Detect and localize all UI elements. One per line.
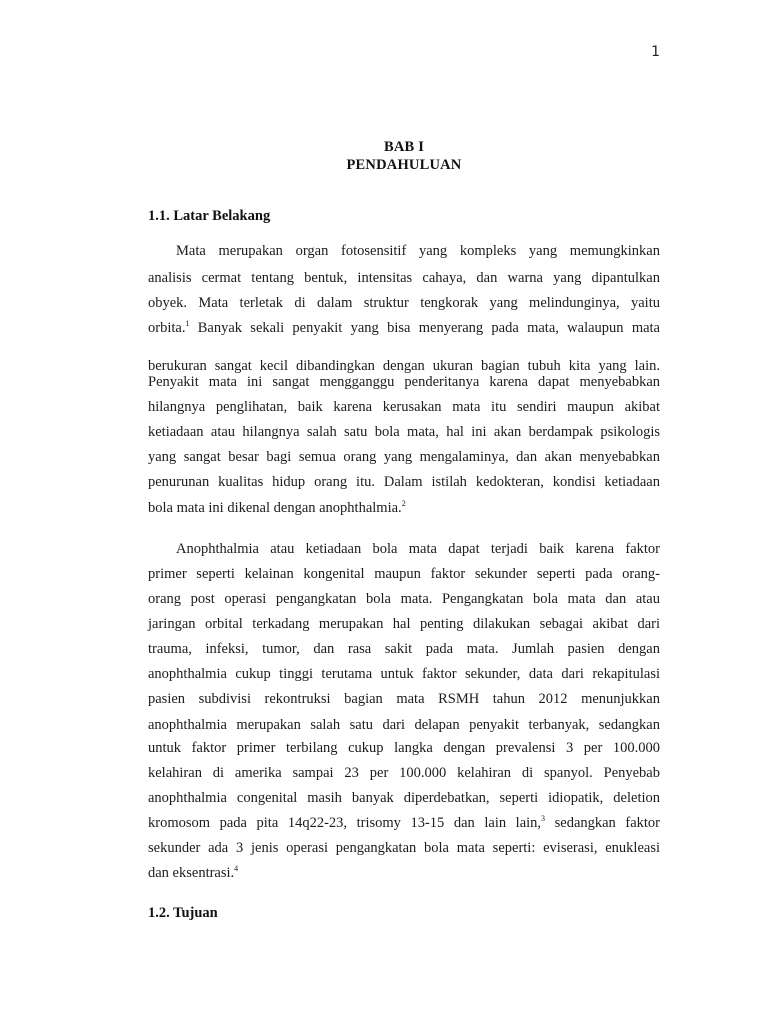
paragraph-line: penurunan kualitas hidup orang itu. Dalam istilah kedokteran, kondisi ketiadaan: [148, 474, 660, 490]
footnote-reference: 3: [541, 814, 546, 824]
paragraph-line: orang post operasi pengangkatan bola mata. Pengangkatan bola mata dan atau: [148, 591, 660, 607]
chapter-number: BAB I: [383, 139, 425, 155]
paragraph-line: pasien subdivisi rekontruksi bagian mata RSMH tahun 2012 menunjukkan: [148, 691, 660, 707]
paragraph-line: untuk faktor primer terbilang cukup langka dengan prevalensi 3 per 100.000: [148, 740, 660, 756]
paragraph-line: yang sangat besar bagi semua orang yang mengalaminya, dan akan menyebabkan: [148, 449, 660, 465]
paragraph-line: jaringan orbital terkadang merupakan hal penting dilakukan sebagai akibat dari: [148, 616, 660, 632]
paragraph-line: hilangnya penglihatan, baik karena kerusakan mata itu sendiri maupun akibat: [148, 399, 660, 415]
paragraph-line: kromosom pada pita 14q22-23, trisomy 13-15 dan lain lain,$^3$ sedangkan faktor: [148, 814, 660, 831]
section-heading-tujuan: 1.2. Tujuan: [148, 905, 218, 921]
paragraph-line: kelahiran di amerika sampai 23 per 100.000 kelahiran di spanyol. Penyebab: [148, 765, 660, 781]
paragraph-line: Penyakit mata ini sangat mengganggu penderitanya karena dapat menyebabkan: [148, 374, 660, 390]
paragraph-line: sekunder ada 3 jenis operasi pengangkatan bola mata seperti: eviserasi, enukleasi: [148, 840, 660, 856]
paragraph-line: trauma, infeksi, tumor, dan rasa sakit pada mata. Jumlah pasien dengan: [148, 641, 660, 657]
paragraph-line: bola mata ini dikenal dengan anophthalmia.$^2$: [148, 499, 406, 516]
paragraph-line: dan eksentrasi.$^4$: [148, 864, 239, 881]
paragraph-line: anophthalmia cukup tinggi terutama untuk faktor sekunder, data dari rekapitulasi: [148, 666, 660, 682]
paragraph-line: obyek. Mata terletak di dalam struktur tengkorak yang melindunginya, yaitu: [148, 295, 660, 311]
paragraph-line: analisis cermat tentang bentuk, intensitas cahaya, dan warna yang dipantulkan: [148, 270, 660, 286]
paragraph-line: anophthalmia congenital masih banyak diperdebatkan, seperti idiopatik, deletion: [148, 790, 660, 806]
paragraph-line: ketiadaan atau hilangnya salah satu bola mata, hal ini akan berdampak psikologis: [148, 424, 660, 440]
page-number: 1: [651, 44, 660, 60]
paragraph-line: orbita.$^1$ Banyak sekali penyakit yang bisa menyerang pada mata, walaupun mata: [148, 319, 660, 336]
section-heading-latar-belakang: 1.1. Latar Belakang: [148, 208, 271, 224]
paragraph-line: berukuran sangat kecil dibandingkan dengan ukuran bagian tubuh kita yang lain.: [148, 358, 660, 374]
paragraph-line: Anophthalmia atau ketiadaan bola mata dapat terjadi baik karena faktor: [176, 541, 660, 557]
footnote-reference: 1: [185, 319, 190, 329]
paragraph-line: anophthalmia merupakan salah satu dari delapan penyakit terbanyak, sedangkan: [148, 717, 660, 733]
footnote-reference: 2: [401, 499, 406, 509]
paragraph-line: Mata merupakan organ fotosensitif yang kompleks yang memungkinkan: [176, 243, 660, 259]
paragraph-line: primer seperti kelainan kongenital maupun faktor sekunder seperti pada orang-: [148, 566, 660, 582]
footnote-reference: 4: [234, 864, 239, 874]
chapter-title: PENDAHULUAN: [346, 157, 462, 173]
